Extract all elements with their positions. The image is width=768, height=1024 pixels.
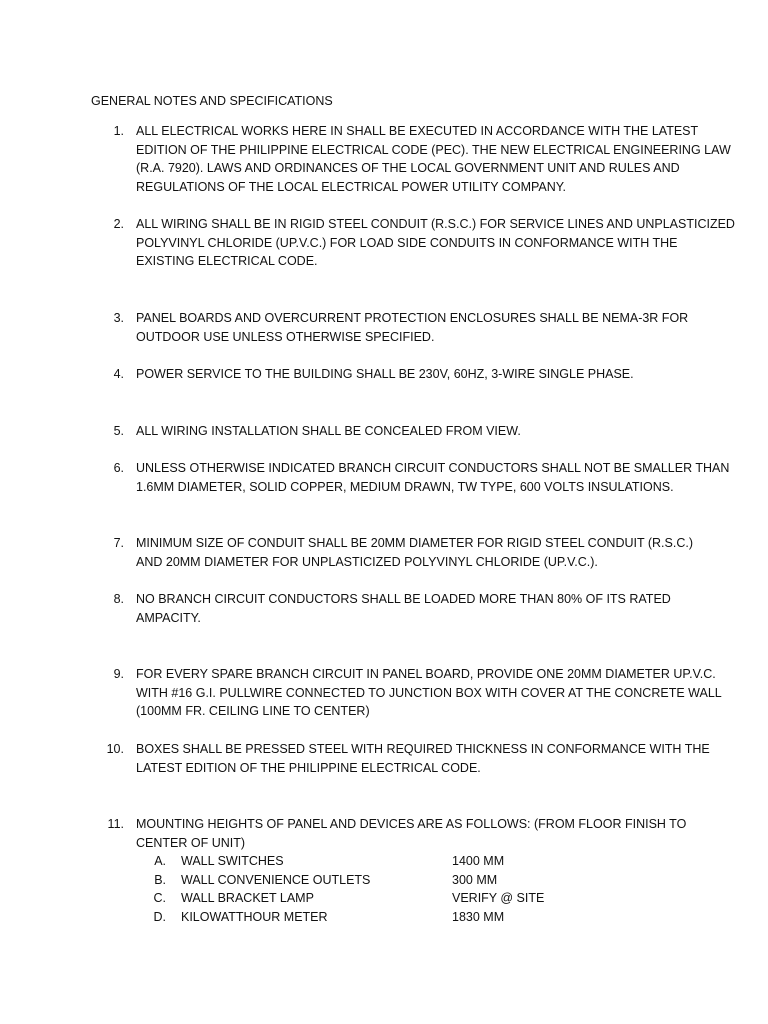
note-text [136, 665, 722, 721]
note-line: ALL WIRING SHALL BE IN RIGID STEEL CONDUIT (R.S.C.) FOR SERVICE LINES AND UNPLASTICIZED [136, 217, 735, 231]
item-letter: D. [153, 910, 166, 924]
item-label: WALL SWITCHES [181, 854, 284, 868]
note-text [136, 459, 730, 496]
note-line: LATEST EDITION OF THE PHILIPPINE ELECTRICAL CODE. [136, 760, 481, 775]
note-number: 10. [106, 742, 124, 756]
note-line: AMPACITY. [136, 610, 201, 625]
item-letter: C. [153, 891, 166, 905]
note-number: 1. [113, 124, 124, 138]
note-number: 3. [113, 311, 124, 325]
note-line: WITH #16 G.I. PULLWIRE CONNECTED TO JUNCTION BOX WITH COVER AT THE CONCRETE WALL [136, 685, 722, 700]
note-line: POWER SERVICE TO THE BUILDING SHALL BE 230V, 60HZ, 3-WIRE SINGLE PHASE. [136, 367, 634, 381]
note-text [136, 590, 696, 627]
note-number: 7. [113, 536, 124, 550]
note-number: 4. [113, 367, 124, 381]
note-line: AND 20MM DIAMETER FOR UNPLASTICIZED POLYVINYL CHLORIDE (UP.V.C.). [136, 554, 598, 569]
item-value: 300 MM [452, 873, 498, 887]
item-label: KILOWATTHOUR METER [181, 910, 328, 924]
note-line: PANEL BOARDS AND OVERCURRENT PROTECTION ENCLOSURES SHALL BE NEMA-3R FOR [136, 311, 689, 325]
note-text [136, 740, 710, 777]
note-number: 8. [113, 592, 124, 606]
note-text [136, 534, 696, 571]
note-number: 9. [113, 667, 124, 681]
note-text [136, 422, 696, 441]
note-text [136, 309, 696, 346]
note-line: MINIMUM SIZE OF CONDUIT SHALL BE 20MM DIAMETER FOR RIGID STEEL CONDUIT (R.S.C.) [136, 536, 693, 550]
note-text [136, 815, 696, 852]
item-label: WALL BRACKET LAMP [181, 891, 314, 905]
note-line: EXISTING ELECTRICAL CODE. [136, 254, 318, 269]
note-line: POLYVINYL CHLORIDE (UP.V.C.) FOR LOAD SIDE CONDUITS IN CONFORMANCE WITH THE [136, 235, 678, 250]
note-line: ALL ELECTRICAL WORKS HERE IN SHALL BE EXECUTED IN ACCORDANCE WITH THE LATEST [136, 124, 699, 138]
note-text [136, 215, 735, 271]
document-title: GENERAL NOTES AND SPECIFICATIONS [91, 94, 333, 108]
note-line: BOXES SHALL BE PRESSED STEEL WITH REQUIRED THICKNESS IN CONFORMANCE WITH THE [136, 742, 710, 756]
note-line: CENTER OF UNIT) [136, 835, 246, 850]
note-text [136, 122, 731, 196]
note-line: 1.6MM DIAMETER, SOLID COPPER, MEDIUM DRAWN, TW TYPE, 600 VOLTS INSULATIONS. [136, 479, 674, 494]
note-line: FOR EVERY SPARE BRANCH CIRCUIT IN PANEL BOARD, PROVIDE ONE 20MM DIAMETER UP.V.C. [136, 667, 716, 681]
note-line: UNLESS OTHERWISE INDICATED BRANCH CIRCUIT CONDUCTORS SHALL NOT BE SMALLER THAN [136, 461, 730, 475]
note-number: 6. [113, 461, 124, 475]
note-text [136, 365, 696, 384]
note-number: 5. [113, 424, 124, 438]
item-label: WALL CONVENIENCE OUTLETS [181, 873, 371, 887]
note-line: MOUNTING HEIGHTS OF PANEL AND DEVICES ARE AS FOLLOWS: (FROM FLOOR FINISH TO [136, 817, 687, 831]
note-line: OUTDOOR USE UNLESS OTHERWISE SPECIFIED. [136, 329, 435, 344]
note-number: 2. [113, 217, 124, 231]
item-value: VERIFY @ SITE [452, 891, 545, 905]
note-line: NO BRANCH CIRCUIT CONDUCTORS SHALL BE LOADED MORE THAN 80% OF ITS RATED [136, 592, 671, 606]
item-value: 1830 MM [452, 910, 505, 924]
item-value: 1400 MM [452, 854, 505, 868]
note-line: (R.A. 7920). LAWS AND ORDINANCES OF THE LOCAL GOVERNMENT UNIT AND RULES AND [136, 161, 680, 176]
item-letter: B. [154, 873, 166, 887]
note-line: REGULATIONS OF THE LOCAL ELECTRICAL POWER UTILITY COMPANY. [136, 179, 566, 194]
item-letter: A. [154, 854, 166, 868]
note-line: ALL WIRING INSTALLATION SHALL BE CONCEALED FROM VIEW. [136, 424, 521, 438]
note-line: (100MM FR. CEILING LINE TO CENTER) [136, 704, 370, 719]
note-number: 11. [107, 817, 124, 831]
note-line: EDITION OF THE PHILIPPINE ELECTRICAL CODE (PEC). THE NEW ELECTRICAL ENGINEERING LAW [136, 142, 731, 157]
